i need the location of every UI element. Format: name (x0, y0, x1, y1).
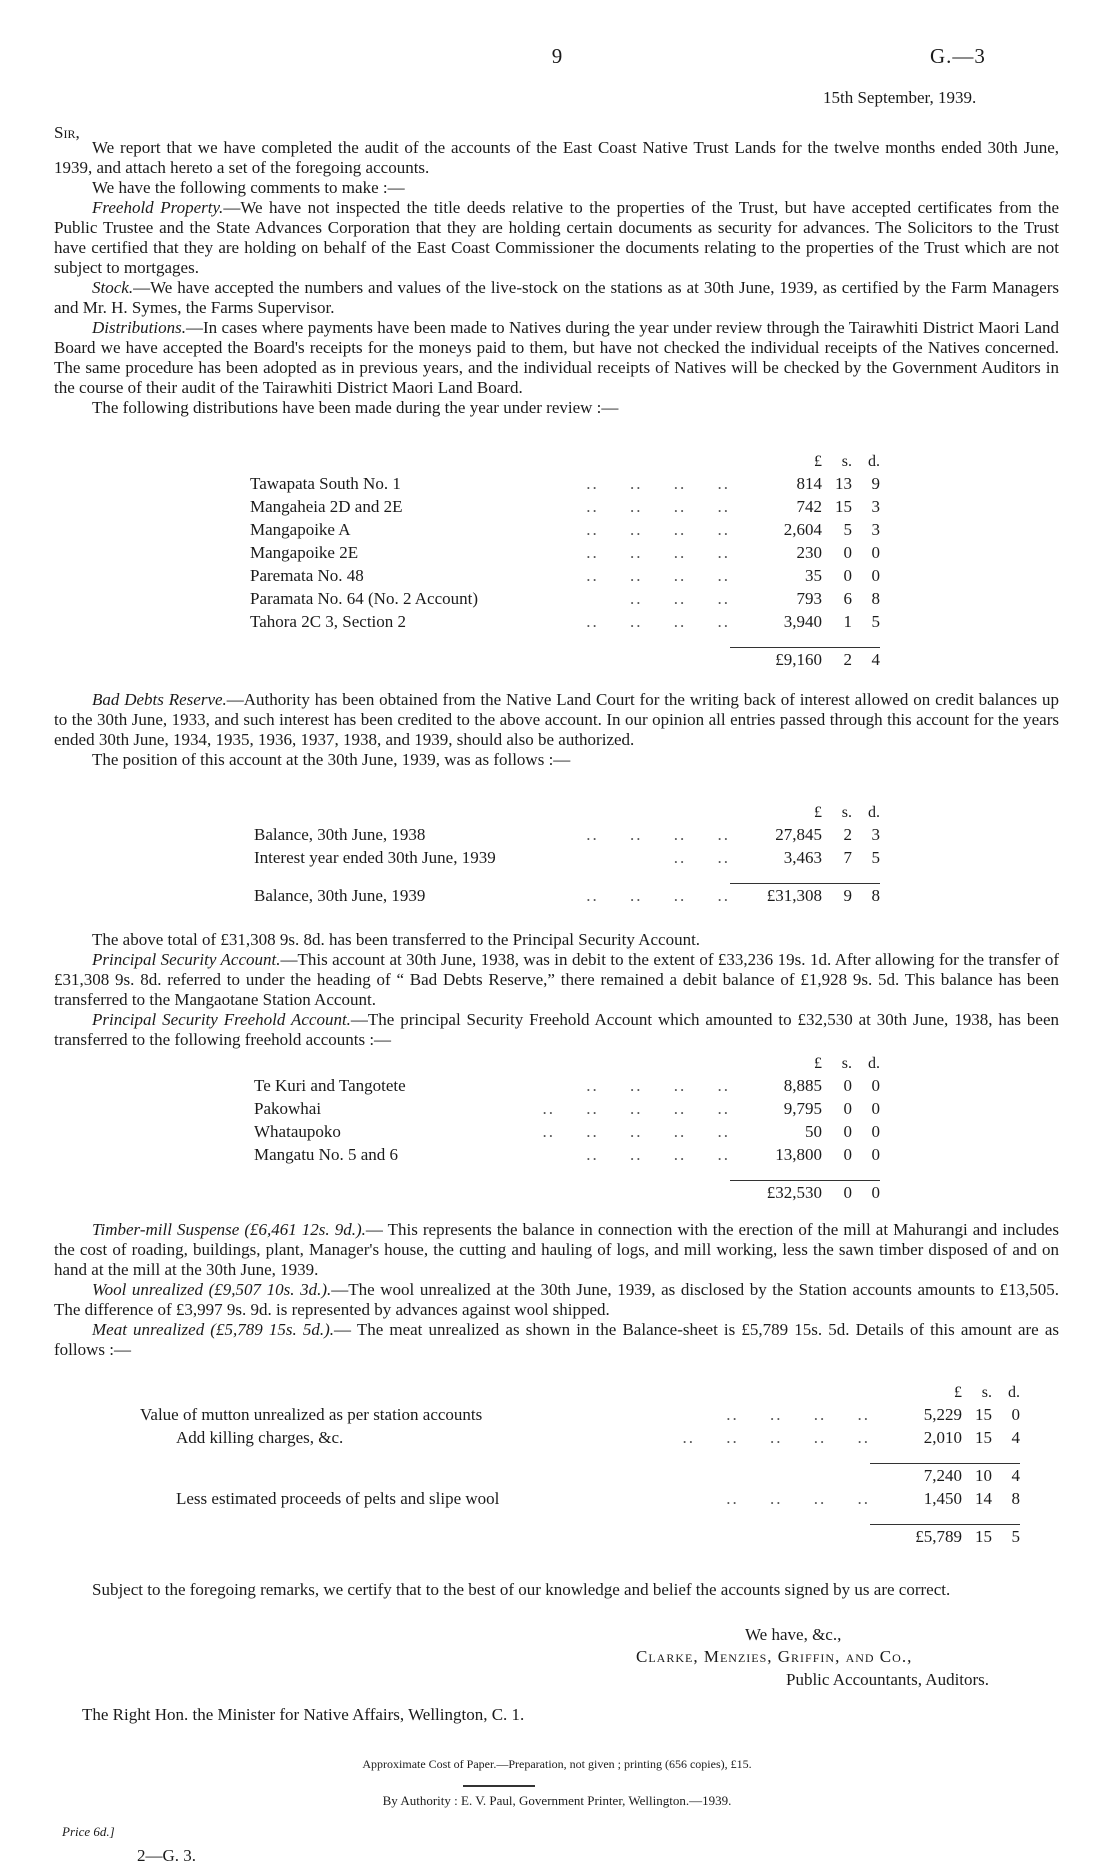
total-pounds: £31,308 (730, 884, 822, 908)
pounds-header: £ (954, 1384, 962, 1401)
shillings-value: 15 (975, 1405, 992, 1424)
total-shillings: 15 (962, 1525, 992, 1549)
bad-debts-text: —Authority has been obtained from the Native Land Court for the writing back of interest allowed on credit balances up to the 30th June, 1933, and such interest has been credited to the above account. In our opinion all entries passed through this account for the years ended 30th June, 1934, 1935, 1936, 1937, 1938, and 1939, should also be authorized. (54, 690, 1059, 749)
transfer-note: The above total of £31,308 9s. 8d. has been transferred to the Principal Security Account. (92, 930, 701, 949)
row-label: Value of mutton unrealized as per station accounts (140, 1405, 483, 1424)
row-label: Pakowhai (254, 1099, 322, 1118)
freehold-account-heading: Principal Security Freehold Account. (92, 1010, 351, 1029)
total-label: Balance, 30th June, 1939 (254, 885, 426, 905)
pounds-value: 793 (796, 589, 822, 608)
conclusion-paragraph: Subject to the foregoing remarks, we certify that to the best of our knowledge and belief the accounts signed by us are correct. (92, 1580, 951, 1599)
timber-paragraph (54, 1220, 1059, 1280)
pence-value: 0 (871, 1076, 880, 1095)
pounds-value: 3,463 (783, 848, 822, 867)
row-label: Tawapata South No. 1 (250, 474, 401, 493)
letter-body-part-4 (54, 1220, 1059, 1360)
row-label: Interest year ended 30th June, 1939 (254, 848, 496, 867)
table-row: Whataupoko .. .. .. .. .. 50 0 0 (254, 1122, 880, 1141)
freehold-property-paragraph (54, 198, 1059, 278)
wool-heading: Wool unrealized (£9,507 10s. 3d.). (92, 1280, 332, 1299)
subtotal-row (140, 1464, 1020, 1488)
footer-code: 2—G. 3. (137, 1846, 197, 1865)
letter-date: 15th September, 1939. (823, 88, 977, 107)
table-row: Mangatu No. 5 and 6 .. .. .. .. 13,800 0 0 (254, 1145, 880, 1164)
freehold-account-text: —The principal Security Freehold Account which amounted to £32,530 at 30th June, 1938, has been transferred to the following freehold accounts :— (54, 1010, 1059, 1049)
letter-body-part-3 (54, 930, 1059, 1050)
pence-header: d. (868, 1055, 880, 1072)
freehold-property-heading: Freehold Property. (92, 198, 224, 217)
divider (463, 1785, 535, 1787)
total-row: Balance, 30th June, 1939 .. .. .. .. £31,308 9 8 (254, 884, 880, 908)
pence-value: 4 (1011, 1428, 1020, 1447)
pounds-header: £ (814, 1055, 822, 1072)
shillings-value: 5 (843, 520, 852, 539)
closing: We have, &c., (745, 1625, 842, 1644)
stock-paragraph (54, 278, 1059, 318)
total-shillings: 9 (822, 884, 852, 908)
cost-of-paper: Approximate Cost of Paper.—Preparation, not given ; printing (656 copies), £15. (362, 1757, 752, 1771)
timber-text: — This represents the balance in connection with the erection of the mill at Mahurangi and includes the cost of roading, buildings, plant, Manager's house, the cutting and hauling of logs, and mill working, less the sawn timber disposed of and on hand at the mill at the 30th June, 1939. (54, 1220, 1059, 1279)
distributions-paragraph (54, 318, 1059, 398)
subtotal-shillings: 10 (962, 1464, 992, 1488)
pence-value: 9 (871, 474, 880, 493)
table-row: Add killing charges, &c. .. .. .. .. .. 2,010 15 4 (140, 1426, 1020, 1449)
shillings-value: 7 (843, 848, 852, 867)
shillings-value: 15 (835, 497, 852, 516)
document-code: G.—3 (930, 44, 986, 68)
total-row (250, 648, 880, 672)
total-pounds: £9,160 (730, 648, 822, 672)
shillings-value: 13 (835, 474, 852, 493)
shillings-value: 0 (843, 566, 852, 585)
pence-value: 8 (1011, 1489, 1020, 1508)
currency-header-row (254, 1054, 880, 1074)
subtotal-pounds: 7,240 (870, 1464, 962, 1488)
intro-paragraph: We report that we have completed the audit of the accounts of the East Coast Native Trust Lands for the twelve months ended 30th June, 1939, and attach hereto a set of the foregoing accounts. (54, 138, 1059, 177)
pounds-value: 742 (796, 497, 822, 516)
freehold-property-text: —We have not inspected the title deeds relative to the properties of the Trust, but have accepted certificates from the Public Trustee and the State Advances Corporation that they are holding certain documents as security for advances. The Solicitors to the Trust have certified that they are holding on behalf of the East Coast Commissioner the documents relating to the properties of the Trust which are not subject to mortgages. (54, 198, 1059, 277)
currency-header-row (140, 1383, 1020, 1403)
wool-text: —The wool unrealized at the 30th June, 1939, as disclosed by the Station accounts amounts to £13,505. The difference of £3,997 9s. 9d. is represented by advances against wool shipped. (54, 1280, 1059, 1319)
freehold-account-paragraph (54, 1010, 1059, 1050)
pounds-value: 13,800 (775, 1145, 822, 1164)
distributions-heading: Distributions. (92, 318, 186, 337)
distributions-intro: The following distributions have been made during the year under review :— (92, 398, 619, 417)
pence-value: 0 (871, 1099, 880, 1118)
pence-value: 0 (871, 543, 880, 562)
pounds-value: 8,885 (783, 1076, 822, 1095)
table-row: Less estimated proceeds of pelts and slipe wool .. .. .. .. 1,450 14 8 (140, 1487, 1020, 1510)
row-label: Tahora 2C 3, Section 2 (250, 612, 407, 631)
stock-text: —We have accepted the numbers and values of the live-stock on the stations as at 30th June, 1939, as certified by the Farm Managers and Mr. H. Symes, the Farms Supervisor. (54, 278, 1059, 317)
pence-header: d. (868, 804, 880, 821)
meat-text: — The meat unrealized as shown in the Balance-sheet is £5,789 15s. 5d. Details of this amount are as follows :— (54, 1320, 1059, 1359)
pence-value: 5 (871, 612, 880, 631)
pence-value: 0 (871, 1122, 880, 1141)
pounds-header: £ (814, 804, 822, 821)
shillings-header: s. (981, 1384, 992, 1401)
row-label: Paremata No. 48 (250, 566, 364, 585)
freehold-table (254, 1054, 880, 1204)
row-label: Balance, 30th June, 1938 (254, 825, 426, 844)
letter-body-part-2 (54, 690, 1059, 770)
row-label: Less estimated proceeds of pelts and slipe wool (176, 1489, 500, 1508)
row-label: Mangapoike 2E (250, 543, 359, 562)
table-row: Te Kuri and Tangotete .. .. .. .. 8,885 0 0 (254, 1076, 880, 1095)
pence-value: 3 (871, 497, 880, 516)
row-label: Add killing charges, &c. (176, 1428, 344, 1447)
table-row: Tawapata South No. 1 .. .. .. .. 814 13 9 (250, 474, 880, 493)
row-label: Te Kuri and Tangotete (254, 1076, 406, 1095)
table-row: Paremata No. 48 .. .. .. .. 35 0 0 (250, 566, 880, 585)
pence-value: 0 (1011, 1405, 1020, 1424)
distributions-text: —In cases where payments have been made to Natives during the year under review through the Tairawhiti District Maori Land Board we have accepted the Board's receipts for the moneys paid to them, but have not checked the individual receipts of the Natives concerned. The same procedure has been adopted as in previous years, and the individual receipts of Natives will be checked by the Government Auditors in the course of their audit of the Tairawhiti District Maori Land Board. (54, 318, 1059, 397)
principal-security-heading: Principal Security Account. (92, 950, 281, 969)
pence-value: 3 (871, 520, 880, 539)
table-row: Mangapoike A .. .. .. .. 2,604 5 3 (250, 520, 880, 539)
bad-debts-table (254, 803, 880, 907)
distributions-table (250, 452, 880, 671)
shillings-value: 0 (843, 1076, 852, 1095)
pence-header: d. (1008, 1384, 1020, 1401)
printer-authority: By Authority : E. V. Paul, Government Printer, Wellington.—1939. (382, 1793, 732, 1808)
shillings-header: s. (841, 804, 852, 821)
meat-heading: Meat unrealized (£5,789 15s. 5d.). (92, 1320, 334, 1339)
shillings-header: s. (841, 453, 852, 470)
pounds-value: 814 (796, 474, 822, 493)
table-row: Paramata No. 64 (No. 2 Account) .. .. .. 793 6 8 (250, 589, 880, 608)
comments-intro: We have the following comments to make :— (92, 178, 405, 197)
shillings-value: 14 (975, 1489, 992, 1508)
row-label: Mangatu No. 5 and 6 (254, 1145, 399, 1164)
pence-value: 0 (871, 1145, 880, 1164)
timber-heading: Timber-mill Suspense (£6,461 12s. 9d.). (92, 1220, 366, 1239)
shillings-value: 15 (975, 1428, 992, 1447)
total-pounds: £32,530 (730, 1181, 822, 1205)
shillings-value: 0 (843, 1099, 852, 1118)
pounds-value: 35 (805, 566, 822, 585)
total-pence: 5 (992, 1525, 1020, 1549)
meat-paragraph (54, 1320, 1059, 1360)
table-row: Mangaheia 2D and 2E .. .. .. .. 742 15 3 (250, 497, 880, 516)
shillings-header: s. (841, 1055, 852, 1072)
pence-value: 0 (871, 566, 880, 585)
total-shillings: 2 (822, 648, 852, 672)
table-row: Mangapoike 2E .. .. .. .. 230 0 0 (250, 543, 880, 562)
principal-security-text: —This account at 30th June, 1938, was in debit to the extent of £33,236 19s. 1d. After allowing for the transfer of £31,308 9s. 8d. referred to under the heading of “ Bad Debts Reserve,” there remained a debit balance of £1,928 9s. 5d. This balance has been transferred to the Mangaotane Station Account. (54, 950, 1060, 1009)
table-row: Value of mutton unrealized as per station accounts .. .. .. .. 5,229 15 0 (140, 1405, 1020, 1424)
firm-role: Public Accountants, Auditors. (786, 1670, 990, 1689)
bad-debts-heading: Bad Debts Reserve. (92, 690, 227, 709)
letter-body-part-5 (54, 1580, 1059, 1600)
price: Price 6d.] (62, 1824, 115, 1839)
pounds-value: 3,940 (783, 612, 822, 631)
currency-header-row (250, 452, 880, 472)
row-label: Mangapoike A (250, 520, 351, 539)
shillings-value: 0 (843, 1145, 852, 1164)
page-number: 9 (551, 44, 563, 68)
total-pence: 8 (852, 884, 880, 908)
position-intro: The position of this account at the 30th June, 1939, was as follows :— (92, 750, 571, 769)
total-pounds: £5,789 (870, 1525, 962, 1549)
shillings-value: 6 (843, 589, 852, 608)
pounds-value: 50 (805, 1122, 822, 1141)
total-row (254, 1181, 880, 1205)
pounds-value: 2,604 (783, 520, 822, 539)
shillings-value: 2 (843, 825, 852, 844)
firm-name: Clarke, Menzies, Griffin, and Co., (636, 1647, 913, 1666)
table-row: Balance, 30th June, 1938 .. .. .. .. 27,845 2 3 (254, 825, 880, 844)
pounds-value: 5,229 (923, 1405, 962, 1424)
pounds-value: 9,795 (783, 1099, 822, 1118)
pence-value: 8 (871, 589, 880, 608)
letter-body-part-1 (54, 138, 1059, 418)
pounds-value: 2,010 (923, 1428, 962, 1447)
total-pence: 4 (852, 648, 880, 672)
pence-value: 3 (871, 825, 880, 844)
shillings-value: 0 (843, 543, 852, 562)
total-pence: 0 (852, 1181, 880, 1205)
shillings-value: 1 (843, 612, 852, 631)
meat-table (140, 1383, 1020, 1548)
pounds-value: 1,450 (923, 1489, 962, 1508)
wool-paragraph (54, 1280, 1059, 1320)
principal-security-paragraph (54, 950, 1059, 1010)
total-shillings: 0 (822, 1181, 852, 1205)
pence-value: 5 (871, 848, 880, 867)
shillings-value: 0 (843, 1122, 852, 1141)
bad-debts-paragraph (54, 690, 1059, 750)
salutation: Sir, (54, 123, 80, 142)
pounds-value: 230 (796, 543, 822, 562)
pounds-value: 27,845 (775, 825, 822, 844)
table-row: Pakowhai .. .. .. .. .. 9,795 0 0 (254, 1099, 880, 1118)
subtotal-pence: 4 (992, 1464, 1020, 1488)
row-label: Whataupoko (254, 1122, 341, 1141)
row-label: Paramata No. 64 (No. 2 Account) (250, 589, 479, 608)
total-row (140, 1525, 1020, 1549)
pounds-header: £ (814, 453, 822, 470)
table-row: Tahora 2C 3, Section 2 .. .. .. .. 3,940 1 5 (250, 612, 880, 631)
currency-header-row (254, 803, 880, 823)
addressee: The Right Hon. the Minister for Native Affairs, Wellington, C. 1. (82, 1705, 525, 1724)
row-label: Mangaheia 2D and 2E (250, 497, 403, 516)
stock-heading: Stock. (92, 278, 134, 297)
pence-header: d. (868, 453, 880, 470)
table-row: Interest year ended 30th June, 1939 .. .. 3,463 7 5 (254, 848, 880, 867)
